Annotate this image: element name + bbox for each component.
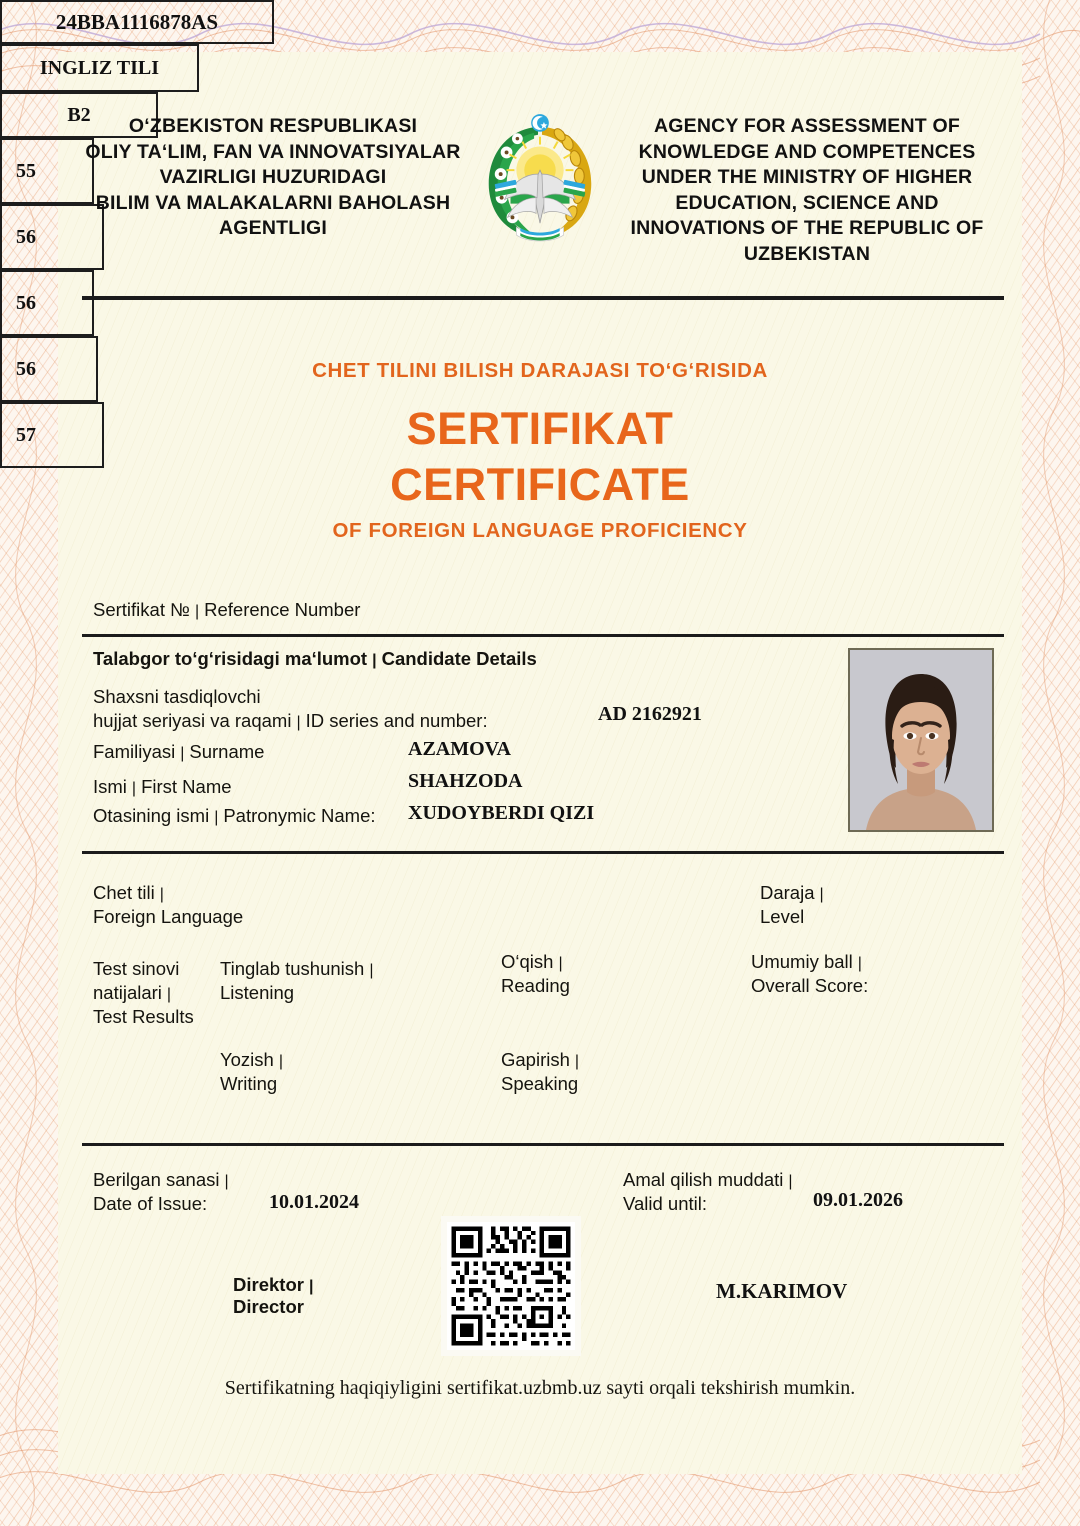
speaking-label-uz-wrap [501,1048,584,1072]
header-en-line-5: INNOVATIONS OF THE REPUBLIC OF [630,217,984,239]
candidate-section-title [93,648,537,670]
overall-score-box[interactable] [0,270,94,336]
uzbekistan-coat-of-arms-icon [481,108,599,248]
divider-results [82,1143,1004,1146]
title-main-uz-wrap [0,400,1080,458]
reference-number-value: 24BBA1116878AS [55,9,219,34]
writing-label-uz: Yozish [220,1049,274,1070]
foreign-language-box[interactable] [0,44,199,92]
level-value: B2 [67,103,91,126]
reading-score-value: 56 [16,225,36,248]
results-label-uz-line2: natijalari [93,982,162,1003]
candidate-photo [848,648,994,832]
id-label-line2-wrap [93,709,488,733]
reading-label-uz: O‘qish [501,951,554,972]
director-label-uz-wrap [233,1274,318,1296]
overall-score-value: 56 [16,291,36,314]
header-uz-line-3: VAZIRLIGI HUZURIDAGI [159,166,387,188]
firstname-label-group [93,775,232,799]
label-separator: | [214,809,219,826]
director-label-uz: Direktor [233,1274,304,1295]
level-label-uz: Daraja [760,882,815,903]
level-label-en: Level [760,906,805,927]
writing-label-uz-wrap [220,1048,288,1072]
candidate-photo-image [850,650,992,830]
verification-note: Sertifikatning haqiqiyligini sertifikat.uzbmb.uz sayti orqali tekshirish mumkin. [224,1377,856,1399]
label-separator: | [166,986,172,1003]
language-label-group [93,881,243,929]
reading-label-group [501,950,570,998]
label-separator: | [558,955,563,972]
header-en-line-4: EDUCATION, SCIENCE AND [675,191,939,214]
reference-label-group [93,598,360,622]
language-label-uz-wrap [93,881,243,905]
patronymic-label-en: Patronymic Name: [223,805,376,826]
header-en-line-1: AGENCY FOR ASSESSMENT OF [653,115,960,137]
label-separator: | [857,955,862,972]
header-uz-line-1: O‘ZBEKISTON RESPUBLIKASI [128,115,418,137]
valid-until-label-group [623,1168,798,1216]
foreign-language-value: INGLIZ TILI [39,56,160,79]
level-label-uz-wrap [760,881,829,905]
id-value: AD 2162921 [598,703,702,725]
surname-label-uz: Familiyasi [93,741,176,762]
label-separator: | [788,1173,793,1190]
firstname-value: SHAHZODA [408,770,523,792]
title-subtitle-en: OF FOREIGN LANGUAGE PROFICIENCY [332,519,748,542]
title-subtitle-uz-wrap [0,359,1080,383]
director-signature-name: M.KARIMOV [716,1279,848,1303]
results-section-label [93,957,194,1029]
director-label-group [233,1274,318,1318]
divider-candidate [82,851,1004,854]
header-uz-line-5: AGENTLIGI [219,217,327,239]
header-en-line-2: KNOWLEDGE AND COMPETENCES [638,140,976,163]
valid-label-uz-wrap [623,1168,798,1192]
results-label-en: Test Results [93,1006,194,1027]
reference-number-box[interactable] [0,0,274,44]
writing-score-value: 56 [16,357,36,380]
header-uz-block [73,108,473,242]
label-separator: | [159,886,164,903]
language-label-en: Foreign Language [93,906,244,927]
divider-reference [82,634,1004,637]
label-separator: | [308,1278,314,1295]
id-label-uz-line1: Shaxsni tasdiqlovchi [93,686,261,707]
writing-label-group [220,1048,288,1096]
speaking-score-value: 57 [16,423,36,446]
results-label-uz-line1: Test sinovi [93,958,180,979]
director-label-en: Director [233,1296,304,1317]
patronymic-label-group [93,804,376,828]
level-label-group [760,881,829,929]
divider-header [82,296,1004,300]
listening-label-uz: Tinglab tushunish [220,958,365,979]
firstname-label-uz: Ismi [93,776,127,797]
header-uz-line-4: BILIM VA MALAKALARNI BAHOLASH [95,191,451,214]
label-separator: | [819,886,824,903]
overall-label-uz-wrap [751,950,868,974]
listening-label-uz-wrap [220,957,378,981]
surname-value: AZAMOVA [408,738,511,760]
title-main-uz: SERTIFIKAT [406,403,674,454]
reading-label-en: Reading [501,975,570,996]
issue-label-uz-wrap [93,1168,234,1192]
header-en-block [607,108,1007,267]
candidate-section-label-en: Candidate Details [381,648,537,669]
reading-label-uz-wrap [501,950,570,974]
id-label-group [93,685,488,733]
label-separator: | [574,1053,580,1070]
header-en-line-3: UNDER THE MINISTRY OF HIGHER [641,166,973,188]
valid-label-uz: Amal qilish muddati [623,1169,784,1190]
valid-until-value: 09.01.2026 [813,1189,903,1211]
verification-qr-code[interactable] [447,1222,575,1350]
title-main-en: CERTIFICATE [390,459,690,510]
overall-label-en: Overall Score: [751,975,869,996]
speaking-label-group [501,1048,584,1096]
results-label-uz-line2-wrap [93,981,194,1005]
candidate-section-label-uz: Talabgor to‘g‘risidagi ma‘lumot [93,648,368,669]
surname-label-group [93,740,264,764]
issue-label-en: Date of Issue: [93,1193,208,1214]
id-label-uz-line2: hujjat seriyasi va raqami [93,710,292,731]
issue-date-label-group [93,1168,234,1216]
valid-label-en: Valid until: [623,1193,707,1214]
listening-label-group [220,957,378,1005]
issue-date-value: 10.01.2024 [269,1191,359,1213]
label-separator: | [180,745,185,762]
surname-label-en: Surname [189,741,265,762]
speaking-label-uz: Gapirish [501,1049,570,1070]
label-separator: | [296,714,301,731]
label-separator: | [278,1053,283,1070]
overall-label-uz: Umumiy ball [751,951,853,972]
writing-label-en: Writing [220,1073,278,1094]
speaking-label-en: Speaking [501,1073,579,1094]
label-separator: | [224,1173,229,1190]
listening-score-value: 55 [16,159,36,182]
reference-label-uz: Sertifikat № [93,599,190,620]
header-uz-line-2: OLIY TA‘LIM, FAN VA INNOVATSIYALAR [85,140,461,163]
language-label-uz: Chet tili [93,882,155,903]
patronymic-label-uz: Otasining ismi [93,805,210,826]
patronymic-value: XUDOYBERDI QIZI [408,802,595,824]
certificate-header [0,108,1080,267]
header-en-line-6: UZBEKISTAN [743,242,871,265]
id-label-en: ID series and number: [305,710,488,731]
issue-label-uz: Berilgan sanasi [93,1169,220,1190]
reference-label-en: Reference Number [204,599,361,620]
label-separator: | [369,962,374,979]
title-subtitle-uz: CHET TILINI BILISH DARAJASI TO‘G‘RISIDA [312,359,768,382]
title-subtitle-en-wrap [0,519,1080,543]
title-main-en-wrap [0,456,1080,514]
label-separator: | [194,603,200,620]
firstname-label-en: First Name [141,776,232,797]
listening-label-en: Listening [220,982,295,1003]
overall-label-group [751,950,868,998]
label-separator: | [131,780,137,797]
label-separator: | [372,652,377,669]
